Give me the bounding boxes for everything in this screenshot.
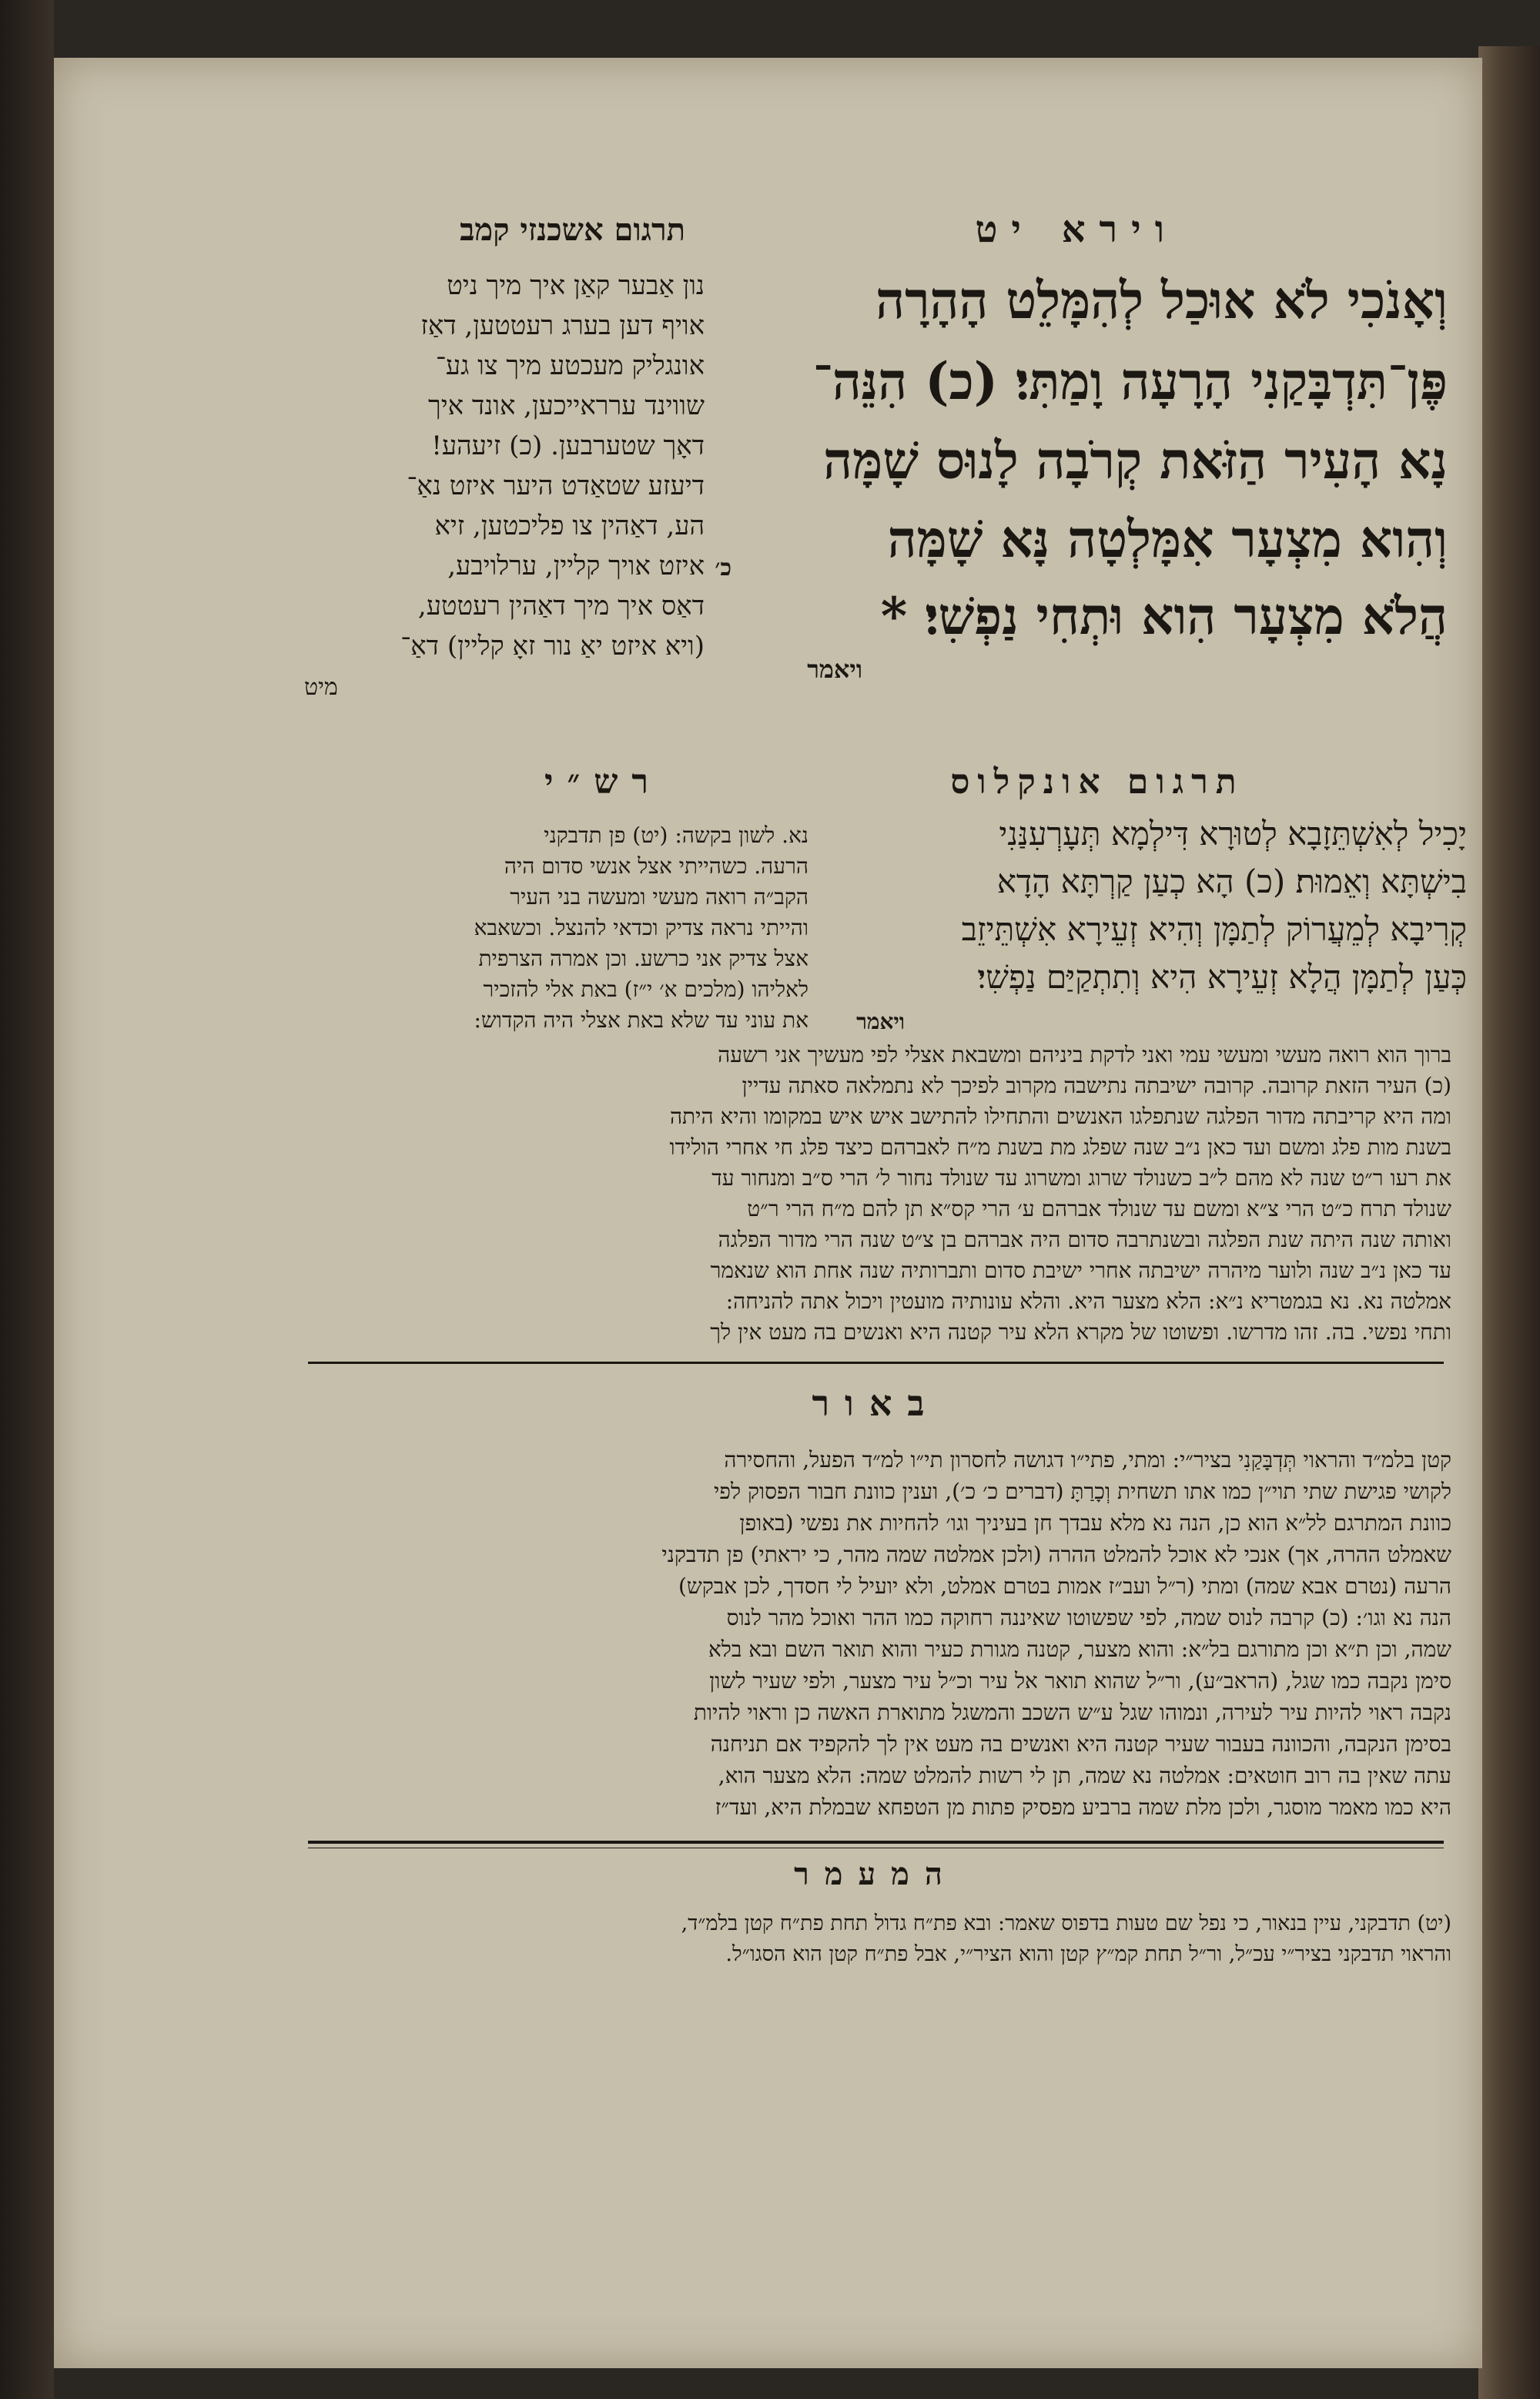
biur-line: קטן בלמ״ד והראוי תְּדְבָּקַנִי בציר״י: ומתי, פתי״ו דגושה לחסרון תי״ו למ״ד הפעל, והחסירה	[724, 1447, 1451, 1473]
rashi-line: והייתי נראה צדיק וכדאי להנצל. וכשאבא	[474, 915, 808, 940]
rashi-line: את עוני עד שלא באת אצלי היה הקדוש:	[474, 1007, 808, 1033]
yiddish-line: איזט אויך קליין, ערלויבע,	[447, 551, 705, 581]
rashi-line: את רעו ר״ט שנה לא מהם ל״ב כשנולד שרוג ומשרוג עד שנולד נחור ל׳ הרי ס״ב ומנחור עד	[711, 1165, 1451, 1191]
biur-title: באור	[812, 1382, 940, 1424]
rashi-line: שנולד תרח כ״ט הרי צ״א ומשם עד שנולד אברהם ע׳ הרי קס״א תן להם מ״ח הרי ר״ט	[747, 1196, 1451, 1221]
rashi-line: ומה היא קריבתה מדור הפלגה שנתפלגו האנשים והתחילו להתישב איש איש במקומו והיא היתה	[669, 1104, 1451, 1129]
yiddish-catchword: מיט	[304, 674, 338, 701]
biur-line: הרעה (נטרם אבא שמה) ומתי (ר״ל ועב״ז אמות בטרם אמלט, ולא יועיל לי חסדך, לכן אבקש)	[678, 1573, 1451, 1599]
hameamer-line: (יט) תדבקני, עיין בנאור, כי נפל שם טעות בדפוס שאמר: ובא פת״ח גדול תחת פת״ח קטן בלמ״ד,	[681, 1911, 1451, 1935]
rashi-line: ואותה שנה היתה שנת הפלגה ובשנתרבה סדום היה אברהם בן צ״ט שנה הרי מדור הפלגה	[718, 1227, 1451, 1252]
rashi-line: ותחי נפשי. בה. זהו מדרשו. ופשוטו של מקרא הלא עיר קטנה היא ואנשים בה מעט אין לך	[710, 1319, 1451, 1345]
rashi-line: אצל צדיק אני כרשע. וכן אמרה הצרפית	[478, 946, 808, 971]
biur-line: בסימן הנקבה, והכוונה בעבור שעיר קטנה היא ואנשים בה מעט אין לך להקפיד אם תניחנה	[710, 1731, 1451, 1757]
rashi-title: רש״י	[544, 762, 662, 802]
yiddish-line: אונגליק מעכטע מיך צו גע־	[435, 350, 705, 381]
book-gutter	[0, 0, 54, 2399]
yiddish-line: דיעזע שטאַדט היער איזט נאַ־	[407, 471, 705, 501]
section-divider	[308, 1362, 1444, 1364]
yiddish-line: נון אַבער קאַן איך מיך ניט	[447, 270, 705, 301]
yiddish-line: הע, דאַהין צו פליכטען, זיא	[434, 511, 705, 541]
onkelos-line: כְּעַן לְתַמָּן הֲלָא זְעֵירָא הִיא וְתִתְקַיַּם נַפְשִׁי׃	[977, 958, 1467, 996]
rashi-line: ברוך הוא רואה מעשי ומעשי עמי ואני לדקת ביניהם ומשבאת אצלי לפי מעשיך אני רשעה	[718, 1042, 1451, 1067]
biur-line: נקבה ראוי להיות עיר לעירה, ונמוהו שגל ע״ש השכב והמשגל מתוארת האשה כן וראוי להיות	[693, 1700, 1451, 1725]
verse-line: וְהִוא מִצְעָר אִמָּלְטָה נָּא שָׁמָּה	[887, 509, 1448, 569]
biur-line: שמה, וכן ת״א וכן מתורגם בל״א: והוא מצער, קטנה מגורת כעיר והוא תואר השם ובא בלא	[708, 1637, 1451, 1662]
verse-line: פֶּן־תִּדְבָּקַנִי הָרָעָה וָמַתִּי׃ (כ) הִנֵּה־	[812, 351, 1448, 411]
page-stack-edge	[1478, 46, 1540, 2399]
yiddish-line: דאַס איך מיך דאַהין רעטטע,	[417, 591, 705, 622]
yiddish-line: דאָך שטערבען. (כ) זיעהע!	[431, 431, 705, 461]
biur-line: עתה שאין בה רוב חוטאים: אמלטה נא שמה, תן לי רשות להמלט שמה: הלא מצער הוא,	[718, 1763, 1451, 1788]
onkelos-line: יָכִיל לְאִשְׁתֵּזָבָא לְטוּרָא דִּילְמָא תְּעָרְעִנַּנִי	[999, 815, 1467, 853]
rashi-line: (כ) העיר הזאת קרובה. קרובה ישיבתה נתישבה מקרוב לפיכך לא נתמלאה סאתה עדיין	[742, 1073, 1451, 1098]
biur-line: לקושי פגישת שתי תוי״ן כמו אתו תשחית וְכָרַתָּ (דברים כ׳ כ׳), וענין כוונת חבור הפסוק לפי	[713, 1479, 1451, 1504]
biur-line: כוונת המתרגם לל״א הוא כן, הנה נא מלא עבדך חן בעיניך וגו׳ להחיות את נפשי (באופן	[739, 1510, 1451, 1536]
rashi-line: הקב״ה רואה מעשי ומעשה בני העיר	[510, 884, 808, 910]
onkelos-catchword: ויאמר	[856, 1009, 905, 1034]
yiddish-line: אויף דען בערג רעטטען, דאַז	[420, 310, 705, 341]
verse-line: הֲלֹא מִצְעָר הִוא וּתְחִי נַפְשִׁי׃ *	[880, 586, 1448, 646]
running-header-parsha: וירא יט	[975, 208, 1178, 251]
biur-line: סימן נקבה כמו שגל, (הראב״ע), ור״ל שהוא תואר אל עיר וכ״ל עיר מצער, ולפי שעיר לשון	[709, 1668, 1451, 1694]
biur-line: הנה נא וגו׳: (כ) קרבה לנוס שמה, לפי שפשוטו שאיננה רחוקה כמו ההר ואוכל מהר לנוס	[726, 1605, 1451, 1630]
onkelos-title: תרגום אונקלוס	[950, 762, 1244, 802]
rashi-line: אמלטה נא. נא בגמטריא נ״א: הלא מצער היא. והלא עונותיה מועטין ויכול אתה להניחה:	[725, 1288, 1451, 1314]
onkelos-line: קְרִיבָא לְמֵעֲרוֹק לְתַמָּן וְהִיא זְעֵירָא אִשְׁתֵּיזֵב	[961, 910, 1467, 948]
yiddish-line: שווינד ערראייכען, אונד איך	[428, 390, 705, 421]
rashi-line: הרעה. כשהייתי אצל אנשי סדום היה	[504, 853, 808, 879]
hameamer-title: המעמר	[794, 1856, 958, 1892]
verse-line: וְאָנֹכִי לֹא אוּכַל לְהִמָּלֵט הָהָרָה	[875, 270, 1448, 330]
rashi-line: בשנת מות פלג ומשם ועד כאן נ״ב שנה שפלג מת בשנת מ״ח לאברהם כיצד פלג חי אחרי הולידו	[669, 1134, 1451, 1160]
verse-line: נָא הָעִיר הַזֹּאת קְרֹבָה לָנוּס שָׁמָּה	[823, 431, 1448, 491]
biur-line: היא כמו מאמר מוסגר, ולכן מלת שמה ברביע מפסיק פתות מן הטפחא שבמלת היא, ועד״ז	[715, 1794, 1451, 1820]
onkelos-line: בִישְׁתָּא וְאֵמוּת׃ (כ) הָא כְעַן קַרְתָּא הָדָא	[996, 863, 1467, 900]
hameamer-line: והראוי תדבקני בציר״י עכ״ל, ור״ל תחת קמ״ץ קטן והוא הציר״י, אבל פת״ח קטן הוא הסגו״ל.	[725, 1942, 1451, 1966]
section-divider	[308, 1841, 1444, 1844]
rashi-line: לאליהו (מלכים א׳ י״ז) באת אלי להזכיר	[483, 977, 808, 1002]
verse-catchword: ויאמר	[807, 655, 862, 684]
margin-verse-number: כ׳	[715, 555, 732, 581]
rashi-line: עד כאן נ״ב שנה ולוער מיהרה ישיבתה אחרי ישיבת סדום ותברותיה שנה אחת הוא שנאמר	[710, 1258, 1451, 1283]
biur-line: שאמלט ההרה, אך) אנכי לא אוכל להמלט ההרה (ולכן אמלטה שמה מהר, כי יראתי) פן תדבקני	[661, 1542, 1451, 1567]
rashi-line: נא. לשון בקשה: (יט) פן תדבקני	[544, 823, 808, 848]
running-header-translation: תרגום אשכנזי קמב	[460, 212, 685, 248]
yiddish-line: (ויא איזט יאַ נור זאָ קליין) דאַ־	[400, 631, 705, 662]
